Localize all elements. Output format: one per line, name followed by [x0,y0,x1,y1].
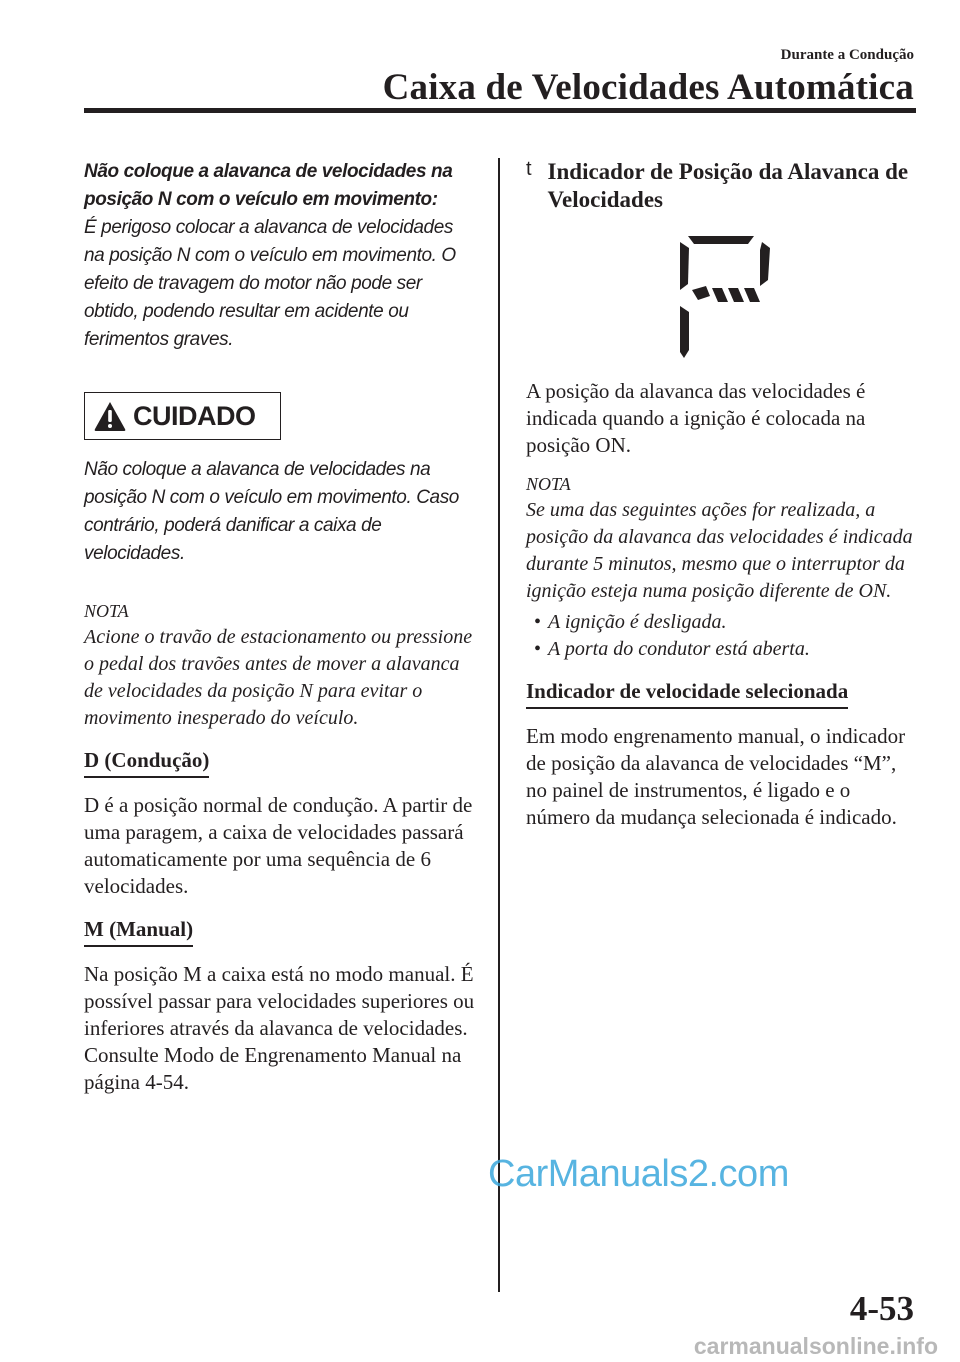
caution-label: CUIDADO [133,400,256,431]
selected-heading: Indicador de velocidade selecionada [526,679,848,709]
section-symbol: t [526,158,532,180]
d-heading: D (Condução) [84,748,209,778]
warning-triangle-icon [93,400,127,432]
m-body: Na posição M a caixa está no modo manual. É possível passar para velocidades superiores ou inferiores através da alavanca de velocidades. Consulte Modo de Engrenamento Manual na página 4-54. [84,962,475,1094]
section-label: Durante a Condução [780,47,914,63]
chapter-title: Caixa de Velocidades Automática [382,67,914,108]
right-column [526,158,918,831]
section-heading [526,158,918,214]
list-item: • A porta do condutor está aberta. [534,638,810,660]
running-header [781,46,914,64]
nota-body: Acione o travão de estacionamento ou pressione o pedal dos travões antes de mover a alavanca de velocidades da posição N para evitar o movimento inesperado do veículo. [84,626,473,729]
caution-box [84,392,281,440]
selected-body: Em modo engrenamento manual, o indicador de posição da alavanca de velocidades “M”, no painel de instrumentos, é ligado e o número da mudança selecionada é indicado. [526,724,906,829]
footer-site-watermark: carmanualsonline.info [693,1333,938,1359]
caution-body: Não coloque a alavanca de velocidades na posição N com o veículo em movimento. Caso contrário, poderá danificar a caixa de velocidades. [84,459,459,564]
warning-body: É perigoso colocar a alavanca de velocidades na posição N com o veículo em movimento. O efeito de travagem do motor não pode ser obtido, podendo resultar em acidente ou ferimentos graves. [84,217,456,350]
d-body: D é a posição normal de condução. A partir de uma paragem, a caixa de velocidades passará automaticamente por uma sequência de 6 velocidades. [84,793,473,898]
column-divider [498,158,500,1292]
list-item: • A ignição é desligada. [534,611,727,633]
nota-label-right: NOTA [526,474,571,494]
p-segment-display-icon [676,230,786,360]
section-heading-text: Indicador de Posição da Alavanca de Velocidades [547,159,909,212]
warning-heading: Não coloque a alavanca de velocidades na posição N com o veículo em movimento: [84,161,453,210]
watermark-text: CarManuals2.com [488,1153,789,1195]
m-heading: M (Manual) [84,917,193,947]
bullet-list [526,609,918,663]
left-column [84,158,476,1096]
position-text: A posição da alavanca das velocidades é indicada quando a ignição é colocada na posição ON. [526,379,866,457]
nota-body-right: Se uma das seguintes ações for realizada, a posição da alavanca das velocidades é indicada durante 5 minutos, mesmo que o interruptor da ignição esteja numa posição diferente de ON. [526,499,913,602]
page-number: 4-53 [849,1289,914,1328]
nota-label: NOTA [84,601,129,621]
header-rule [84,108,916,113]
